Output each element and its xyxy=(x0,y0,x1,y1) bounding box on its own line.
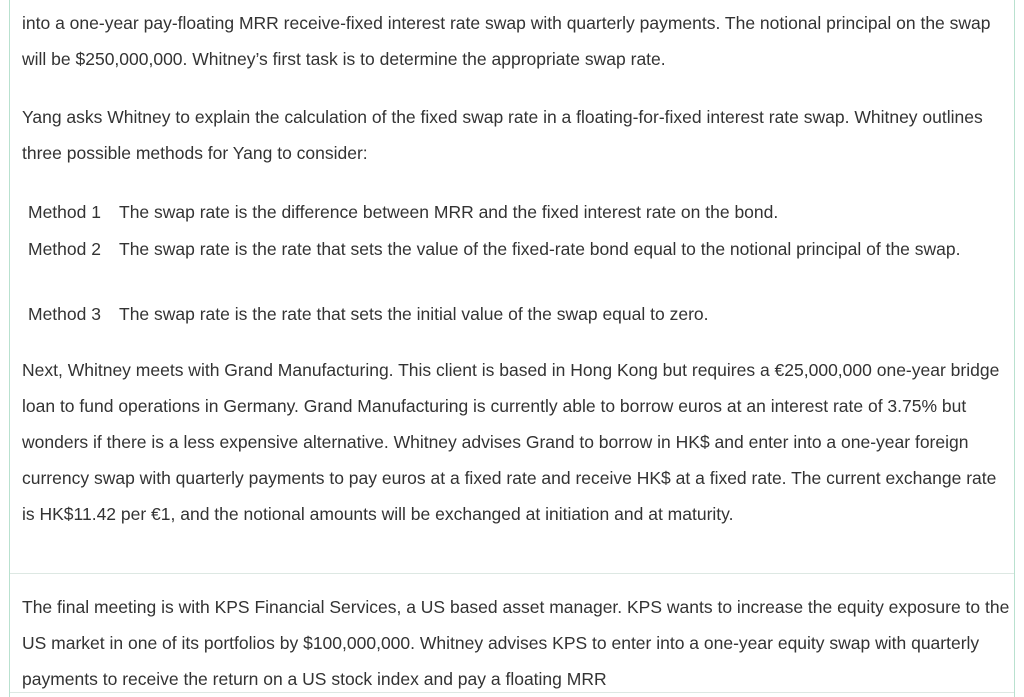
paragraph-grand-manufacturing: Next, Whitney meets with Grand Manufacturing. This client is based in Hong Kong but requires a €25,000,000 one-year bridge loan to fund operations in Germany. Grand Manufacturing is currently able to borrow euros at an interest rate of 3.75% but wonders if there is a less expensive alternative. Whitney advises Grand to borrow in HK$ and enter into a one-year foreign currency swap with quarterly payments to pay euros at a fixed rate and receive HK$ at a fixed rate. The current exchange rate is HK$11.42 per €1, and the notional amounts will be exchanged at initiation and at maturity. xyxy=(22,360,1000,524)
method-item-2 xyxy=(28,236,998,263)
method-label: Method 1 xyxy=(28,202,101,222)
method-label: Method 2 xyxy=(28,239,101,259)
paragraph-kps-financial: The final meeting is with KPS Financial Services, a US based asset manager. KPS wants to increase the equity exposure to the US market in one of its portfolios by $100,000,000. Whitney advises KPS to enter into a one-year equity swap with quarterly payments to receive the return on a US stock index and pay a floating MRR xyxy=(22,597,1010,689)
section-divider xyxy=(10,573,1014,574)
bottom-divider xyxy=(10,692,1014,693)
method-text: The swap rate is the difference between MRR and the fixed interest rate on the bond. xyxy=(119,202,779,222)
paragraph-swap-intro: into a one-year pay-floating MRR receive-fixed interest rate swap with quarterly payments. The notional principal on the swap will be $250,000,000. Whitney’s first task is to determine the appropriate swap rate. xyxy=(22,13,991,69)
method-text: The swap rate is the rate that sets the value of the fixed-rate bond equal to the notional principal of the swap. xyxy=(119,239,961,259)
paragraph-swap-rate-question: Yang asks Whitney to explain the calculation of the fixed swap rate in a floating-for-fixed interest rate swap. Whitney outlines three possible methods for Yang to consider: xyxy=(22,107,983,163)
method-item-3 xyxy=(28,301,998,328)
method-label: Method 3 xyxy=(28,304,101,324)
method-item-1 xyxy=(28,199,998,226)
method-text: The swap rate is the rate that sets the initial value of the swap equal to zero. xyxy=(119,304,709,324)
